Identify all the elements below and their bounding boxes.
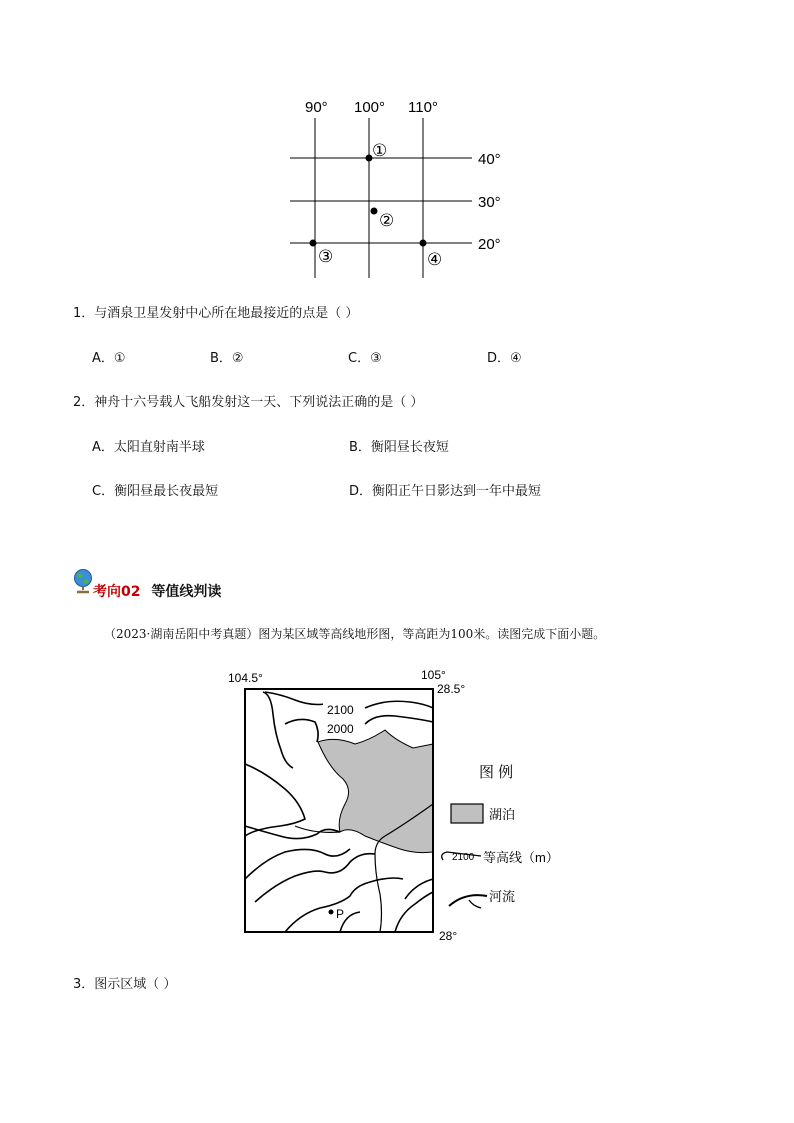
label-top-right-lat: 28.5° — [437, 682, 466, 696]
contour-line-10 — [395, 892, 433, 932]
legend-contour-value: 2100 — [452, 852, 475, 863]
contour-line-3 — [285, 719, 318, 742]
question-2-text: 2．神舟十六号载人飞船发射这一天、下列说法正确的是（ ） — [73, 395, 424, 410]
legend-title: 图 例 — [479, 764, 514, 781]
q1-option-d[interactable]: D．④ — [487, 351, 522, 366]
lat-label-30: 30° — [478, 194, 501, 211]
contour-line-2100-right — [365, 701, 433, 708]
lat-label-40: 40° — [478, 151, 501, 168]
point-3-label: ③ — [318, 247, 334, 266]
legend-lake-swatch — [451, 804, 483, 823]
point-3-dot — [310, 240, 317, 247]
lon-label-110: 110° — [408, 99, 438, 116]
point-4-dot — [420, 240, 427, 247]
contour-map-figure — [225, 664, 559, 948]
legend-lake-label: 湖泊 — [489, 807, 516, 822]
label-top-right-lon: 105° — [421, 668, 446, 682]
point-2-dot — [371, 208, 378, 215]
contour-line-2 — [265, 692, 325, 705]
q2-option-d[interactable]: D．衡阳正午日影达到一年中最短 — [349, 484, 542, 499]
q2-option-b[interactable]: B．衡阳昼长夜短 — [349, 440, 449, 455]
q1-option-a[interactable]: A．① — [92, 351, 126, 366]
point-p-dot — [329, 910, 334, 915]
contour-line-4 — [365, 716, 433, 724]
legend-river-branch-sample — [469, 900, 481, 908]
contour-label-2100: 2100 — [327, 703, 354, 717]
section-title: 等值线判读 — [151, 584, 222, 600]
contour-line-1 — [263, 692, 293, 768]
intro-text: （2023·湖南岳阳中考真题）图为某区域等高线地形图，等高距为100米。读图完成下面小题。 — [104, 627, 606, 641]
point-2-label: ② — [379, 211, 395, 230]
q1-option-b[interactable]: B．② — [210, 351, 244, 366]
legend-contour-label: 等高线（m） — [483, 850, 559, 865]
label-bottom-right-lat: 28° — [439, 929, 458, 943]
point-p-label: P — [336, 907, 345, 921]
q2-option-c[interactable]: C．衡阳昼最长夜最短 — [92, 484, 219, 499]
question-3-text: 3．图示区域（ ） — [73, 977, 177, 992]
label-top-left-lon: 104.5° — [228, 671, 263, 685]
q2-option-a[interactable]: A．太阳直射南半球 — [92, 440, 205, 455]
q1-option-c[interactable]: C．③ — [348, 351, 382, 366]
lon-label-90: 90° — [305, 99, 328, 116]
point-1-label: ① — [372, 141, 388, 160]
legend-river-label: 河流 — [489, 889, 516, 904]
globe-icon — [72, 568, 94, 594]
legend-river-sample — [449, 895, 487, 906]
section-prefix: 考向02 — [93, 584, 141, 600]
point-4-label: ④ — [427, 250, 443, 269]
contour-line-8 — [255, 854, 375, 902]
contour-line-5 — [245, 764, 305, 836]
contour-label-2000: 2000 — [327, 722, 354, 736]
latitude-longitude-grid-figure — [280, 92, 520, 282]
contour-line-11 — [405, 879, 433, 899]
lake-area — [318, 730, 433, 853]
section-heading — [93, 581, 221, 601]
lon-label-100: 100° — [354, 99, 386, 116]
lat-label-20: 20° — [478, 236, 501, 253]
question-1-text: 1．与酒泉卫星发射中心所在地最接近的点是（ ） — [73, 306, 359, 321]
